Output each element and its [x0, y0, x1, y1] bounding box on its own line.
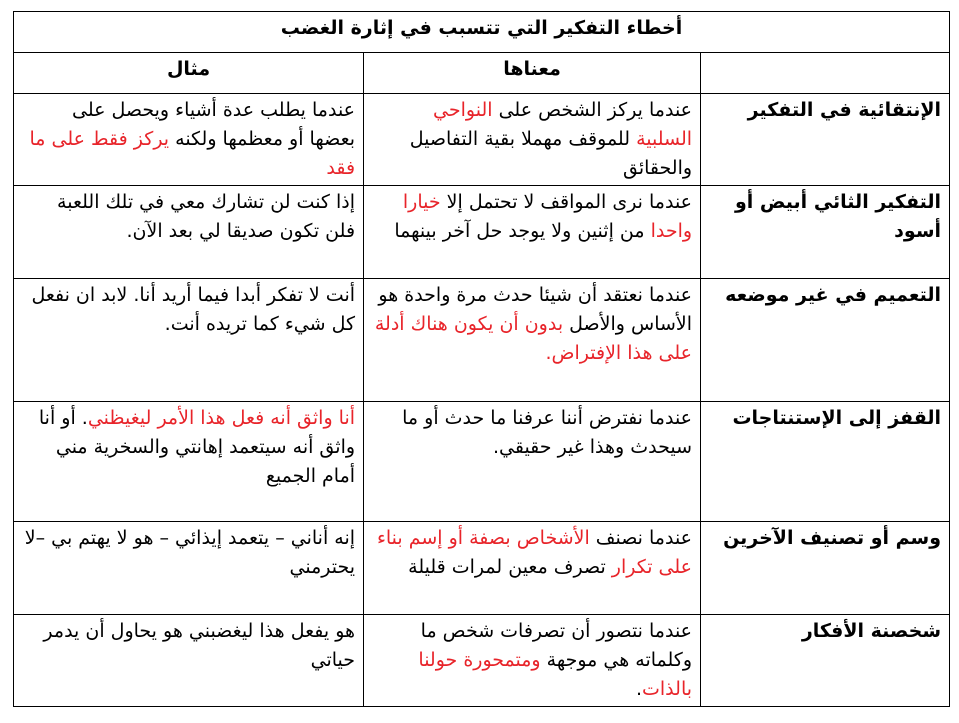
cell-text: هو يفعل هذا ليغضبني هو يحاول أن يدمر حياتي — [43, 620, 356, 671]
highlighted-text: يركز فقط على ما فقد — [29, 128, 356, 179]
term-cell: التفكير الثائي أبيض أو أسود — [701, 186, 950, 279]
cell-text: أنت لا تفكر أبدا فيما أريد أنا. لابد ان نفعل كل شيء كما تريده أنت. — [31, 284, 356, 335]
term-cell: التعميم في غير موضعه — [701, 279, 950, 402]
cell-text: تصرف معين لمرات قليلة — [408, 556, 612, 578]
highlighted-text: بدون أن يكون هناك أدلة على هذا الإفتراض. — [374, 313, 693, 364]
cell-text: عندما نتصور أن تصرفات شخص ما وكلماته هي موجهة — [420, 620, 693, 671]
highlighted-text: خيارا واحدا — [402, 191, 693, 242]
highlighted-text: ومتمحورة حولنا بالذات — [418, 649, 693, 700]
term-cell: شخصنة الأفكار — [701, 615, 950, 707]
term-cell: وسم أو تصنيف الآخرين — [701, 522, 950, 615]
highlighted-text: أنا واثق أنه فعل هذا الأمر ليغيظني — [87, 407, 356, 429]
highlighted-text: النواحي السلبية — [433, 99, 693, 150]
header-example: مثال — [14, 53, 364, 94]
example-cell — [14, 94, 364, 186]
meaning-cell — [364, 186, 701, 279]
cell-text: عندما يركز الشخص على — [492, 99, 693, 121]
table-row — [14, 186, 950, 279]
cell-text: عندما نفترض أننا عرفنا ما حدث أو ما سيحدث وهذا غير حقيقي. — [402, 407, 693, 458]
cell-text: من إثنين ولا يوجد حل آخر بينهما — [394, 220, 651, 242]
table-row — [14, 279, 950, 402]
meaning-cell — [364, 402, 701, 522]
header-row — [14, 53, 950, 94]
cell-text: إذا كنت لن تشارك معي في تلك اللعبة فلن تكون صديقا لي بعد الآن. — [57, 191, 356, 242]
example-cell — [14, 522, 364, 615]
cell-text: للموقف مهملا بقية التفاصيل والحقائق — [409, 128, 693, 179]
cell-text: إنه أناني – يتعمد إيذائي – هو لا يهتم بي –لا يحترمني — [24, 527, 356, 578]
example-cell — [14, 402, 364, 522]
example-cell — [14, 615, 364, 707]
title-row — [14, 12, 950, 53]
cell-text: عندما نصنف — [589, 527, 693, 549]
example-cell — [14, 186, 364, 279]
table-row — [14, 615, 950, 707]
meaning-cell — [364, 522, 701, 615]
cell-text: عندما نعتقد أن شيئا حدث مرة واحدة هو الأساس والأصل — [378, 284, 693, 335]
term-cell: الإنتقائية في التفكير — [701, 94, 950, 186]
cell-text: . — [635, 678, 643, 700]
example-cell — [14, 279, 364, 402]
header-term — [701, 53, 950, 94]
table-row — [14, 522, 950, 615]
meaning-cell — [364, 279, 701, 402]
meaning-cell — [364, 94, 701, 186]
table-row — [14, 402, 950, 522]
header-meaning: معناها — [364, 53, 701, 94]
highlighted-text: الأشخاص بصفة أو إسم بناء على تكرار — [376, 527, 693, 578]
table-row — [14, 94, 950, 186]
meaning-cell — [364, 615, 701, 707]
cell-text: عندما نرى المواقف لا تحتمل إلا — [440, 191, 693, 213]
term-cell: القفز إلى الإستنتاجات — [701, 402, 950, 522]
anger-thinking-errors-table — [13, 11, 950, 707]
cell-text: . أو أنا واثق أنه سيتعمد إهانتي والسخرية مني أمام الجميع — [38, 407, 356, 487]
cell-text: عندما يطلب عدة أشياء ويحصل على بعضها أو معظمها ولكنه — [72, 99, 356, 150]
table-title: أخطاء التفكير التي تتسبب في إثارة الغضب — [14, 12, 950, 53]
